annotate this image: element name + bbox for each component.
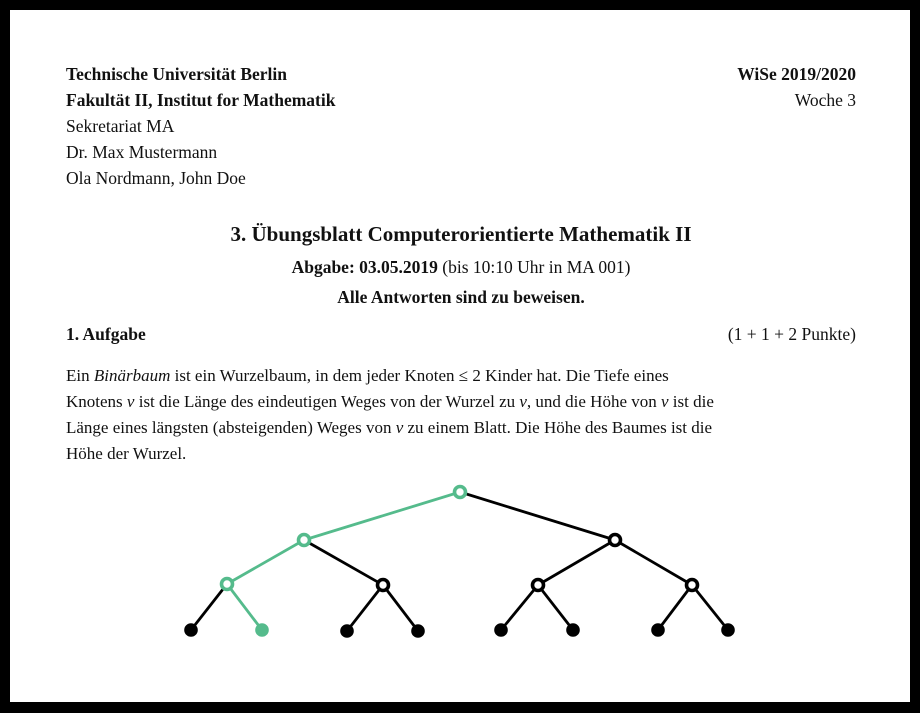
document-header	[66, 61, 856, 191]
header-semester: WiSe 2019/2020	[737, 64, 856, 84]
answers-note: Alle Antworten sind zu beweisen.	[337, 287, 585, 307]
italic-term: v	[395, 418, 404, 437]
italic-term: v	[126, 392, 135, 411]
text-segment: Knotens	[66, 392, 127, 411]
paragraph-line	[66, 415, 856, 441]
task-points: (1 + 1 + 2 Punkte)	[727, 324, 856, 344]
deadline-details: (bis 10:10 Uhr in MA 001)	[437, 257, 631, 277]
header-institution: Technische Universität Berlin	[66, 64, 288, 84]
paragraph-line	[66, 389, 856, 415]
header-office: Sekretariat MA	[66, 116, 175, 136]
header-week: Woche 3	[794, 90, 856, 110]
header-faculty: Fakultät II, Institut for Mathematik	[66, 90, 336, 110]
text-segment: Höhe der Wurzel.	[66, 444, 187, 463]
text-segment: Länge eines längsten (absteigenden) Weges von	[66, 418, 396, 437]
italic-term: v	[661, 392, 669, 411]
task-heading-row	[66, 321, 856, 347]
paragraph-line	[66, 363, 856, 389]
deadline-date: Abgabe: 03.05.2019	[291, 257, 438, 277]
document-page	[10, 10, 910, 702]
header-assistants: Ola Nordmann, John Doe	[66, 168, 246, 188]
italic-term: v	[519, 392, 527, 411]
task-paragraph	[66, 363, 856, 467]
text-segment: ist ein Wurzelbaum, in dem jeder Knoten ≤ 2 Kinder hat. Die Tiefe eines	[170, 366, 669, 385]
deadline-line	[66, 253, 856, 281]
italic-term: Binärbaum	[93, 366, 171, 385]
sheet-title: 3. Übungsblatt Computerorientierte Mathematik II	[230, 222, 692, 246]
header-right-block	[737, 61, 856, 191]
text-segment: zu einem Blatt. Die Höhe des Baumes ist die	[403, 418, 713, 437]
text-segment: ist die Länge des eindeutigen Weges von der Wurzel zu	[134, 392, 520, 411]
text-segment: ist die	[668, 392, 714, 411]
text-segment: , und die Höhe von	[526, 392, 661, 411]
paragraph-line	[66, 441, 856, 467]
title-block	[66, 219, 856, 311]
header-left-block	[66, 61, 335, 191]
header-lecturer: Dr. Max Mustermann	[66, 142, 218, 162]
text-segment: Ein	[66, 366, 94, 385]
task-heading: 1. Aufgabe	[66, 324, 146, 344]
